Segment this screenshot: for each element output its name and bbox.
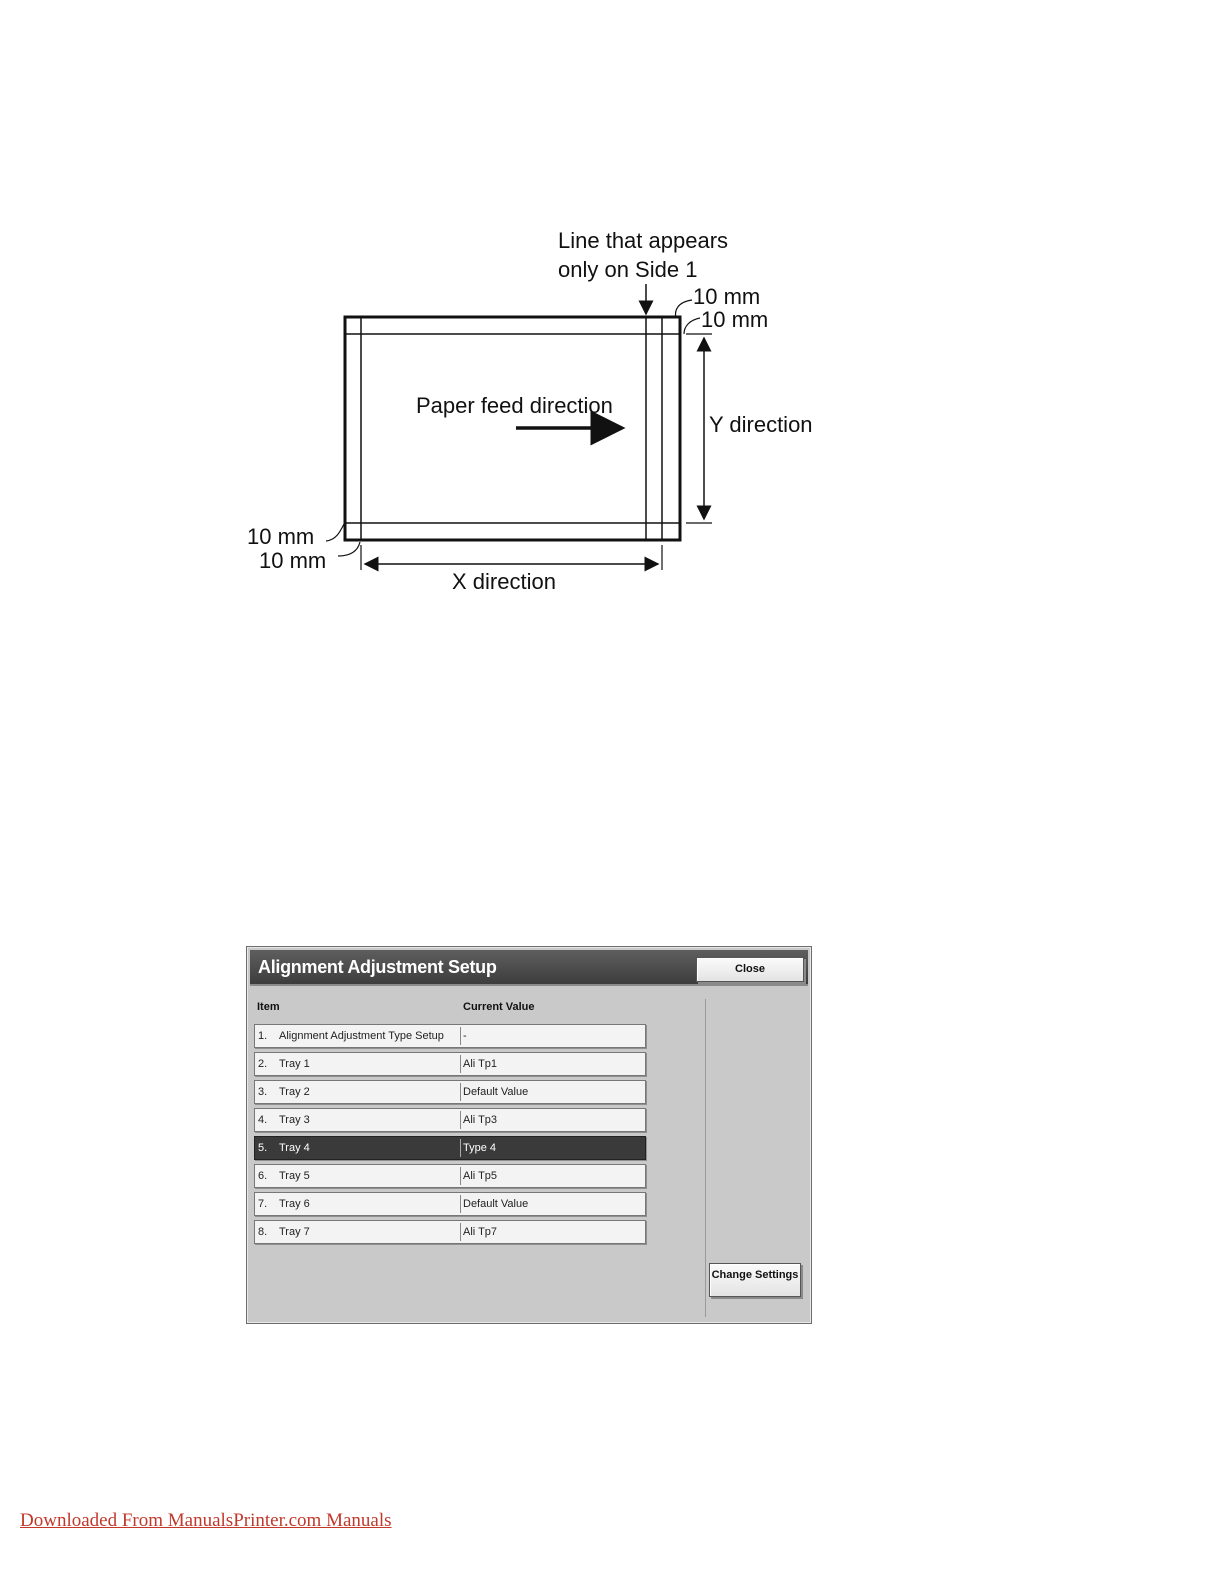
- margin-label-left-1: 10 mm: [247, 524, 315, 549]
- margin-label-top-1: 10 mm: [693, 284, 761, 309]
- row-separator: [460, 1195, 461, 1213]
- row-separator: [460, 1223, 461, 1241]
- feed-direction-label: Paper feed direction: [416, 393, 613, 418]
- x-direction-label: X direction: [452, 569, 556, 594]
- row-item-name: Tray 7: [279, 1226, 310, 1238]
- margin-label-left-2: 10 mm: [259, 548, 327, 573]
- footer-download-link[interactable]: Downloaded From ManualsPrinter.com Manuals: [20, 1510, 392, 1531]
- row-separator: [460, 1055, 461, 1073]
- list-item[interactable]: [254, 1220, 646, 1244]
- y-direction-label: Y direction: [709, 412, 813, 437]
- row-separator: [460, 1027, 461, 1045]
- row-item-name: Tray 4: [279, 1142, 310, 1154]
- row-number: 4.: [258, 1114, 268, 1126]
- callout-text-line1: Line that appears: [558, 228, 729, 253]
- row-current-value: Default Value: [463, 1198, 529, 1210]
- row-item-name: Alignment Adjustment Type Setup: [279, 1030, 444, 1042]
- row-number: 6.: [258, 1170, 268, 1182]
- alignment-adjustment-dialog: [246, 946, 812, 1324]
- dialog-title: Alignment Adjustment Setup: [258, 957, 497, 977]
- row-item-name: Tray 6: [279, 1198, 310, 1210]
- list-item-selected[interactable]: [254, 1136, 646, 1160]
- list-item[interactable]: [254, 1080, 646, 1104]
- list-item[interactable]: [254, 1192, 646, 1216]
- row-current-value: Type 4: [463, 1142, 497, 1154]
- row-current-value: Ali Tp1: [463, 1058, 498, 1070]
- row-item-name: Tray 5: [279, 1170, 310, 1182]
- row-separator: [460, 1111, 461, 1129]
- row-number: 5.: [258, 1142, 268, 1154]
- margin-bracket-top-2: [684, 318, 700, 334]
- margin-label-top-2: 10 mm: [701, 307, 769, 332]
- row-current-value: Ali Tp7: [463, 1226, 498, 1238]
- row-item-name: Tray 1: [279, 1058, 310, 1070]
- row-current-value: Ali Tp3: [463, 1114, 498, 1126]
- row-number: 1.: [258, 1030, 268, 1042]
- list-item[interactable]: [254, 1164, 646, 1188]
- dialog-titlebar: [250, 950, 808, 986]
- row-current-value: Default Value: [463, 1086, 529, 1098]
- list-item[interactable]: [254, 1052, 646, 1076]
- row-item-name: Tray 2: [279, 1086, 310, 1098]
- settings-list: [254, 1024, 646, 1248]
- margin-bracket-left-2: [338, 542, 360, 556]
- panel-divider: [705, 999, 706, 1317]
- row-number: 3.: [258, 1086, 268, 1098]
- list-item[interactable]: [254, 1024, 646, 1048]
- close-button[interactable]: Close: [696, 957, 804, 982]
- row-separator: [460, 1139, 461, 1157]
- row-current-value: Ali Tp5: [463, 1170, 498, 1182]
- callout-text-line2: only on Side 1: [558, 257, 698, 282]
- margin-bracket-top: [676, 300, 692, 318]
- list-item[interactable]: [254, 1108, 646, 1132]
- row-separator: [460, 1083, 461, 1101]
- paper-sheet: [345, 317, 680, 540]
- row-separator: [460, 1167, 461, 1185]
- row-number: 8.: [258, 1226, 268, 1238]
- paper-alignment-diagram: [0, 0, 1224, 640]
- row-current-value: -: [463, 1030, 467, 1042]
- margin-bracket-left: [326, 524, 344, 541]
- row-item-name: Tray 3: [279, 1114, 310, 1126]
- column-header-current-value: Current Value: [463, 1001, 535, 1013]
- row-number: 2.: [258, 1058, 268, 1070]
- column-header-item: Item: [257, 1001, 280, 1013]
- row-number: 7.: [258, 1198, 268, 1210]
- change-settings-button[interactable]: Change Settings: [709, 1263, 801, 1297]
